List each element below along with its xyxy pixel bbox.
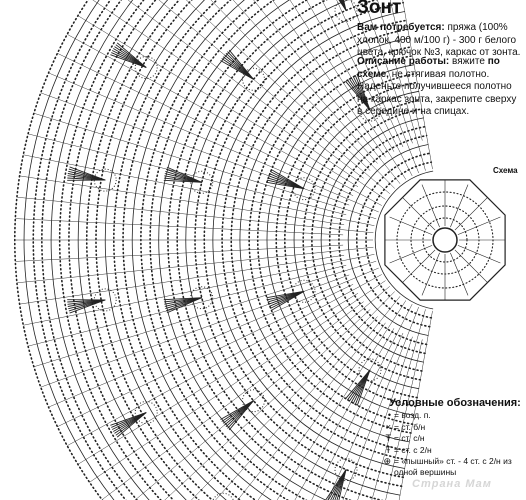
puff-stitch-icon: ⊕ xyxy=(383,456,391,466)
legend-item xyxy=(369,422,525,433)
materials-label: Вам потребуется: xyxy=(357,22,445,33)
stitch-row xyxy=(123,0,389,500)
treble-crochet-icon: Ŧ xyxy=(385,444,391,455)
stitch-column xyxy=(24,254,375,325)
schema-label: Схема xyxy=(493,166,518,175)
materials-paragraph xyxy=(357,22,523,60)
description-bold: по схеме, xyxy=(357,56,500,80)
legend-item xyxy=(369,445,525,456)
legend-text: = «пышный» ст. - 4 ст. с 2/н из одной вершины xyxy=(394,456,512,477)
center-spoke xyxy=(455,250,488,283)
center-spoke xyxy=(458,245,501,263)
description-text-1: вяжите xyxy=(449,56,488,67)
chain-dot-icon: • xyxy=(387,410,391,420)
stitch-column xyxy=(49,73,379,212)
legend-item xyxy=(369,410,525,421)
stitch-row xyxy=(24,0,372,500)
fan-loop xyxy=(212,493,234,500)
stitch-column xyxy=(16,219,344,235)
center-spoke xyxy=(390,217,433,235)
legend-text: = ст. б/н xyxy=(394,421,426,432)
center-spoke xyxy=(455,198,488,231)
legend-text: = ст. с/н xyxy=(394,433,425,443)
fan-stitch xyxy=(229,50,253,79)
stitch-column xyxy=(16,245,344,261)
legend-title: Условные обозначения: xyxy=(389,397,521,409)
center-spoke xyxy=(450,253,468,296)
center-spoke xyxy=(403,250,436,283)
watermark: Страна Мам xyxy=(412,478,492,490)
legend-text: = ст. с 2/н xyxy=(394,444,432,455)
stitch-column xyxy=(90,281,386,483)
legend-text: = возд. п. xyxy=(394,410,431,420)
center-ring xyxy=(433,228,457,252)
diagram-center xyxy=(385,180,505,300)
materials-text: пряжа (100% хлопок, 400 м/100 г) - 300 г белого цвета, крючок №3, каркас от зонта. xyxy=(357,22,521,58)
page-title: Зонт xyxy=(357,0,402,18)
center-spoke xyxy=(422,253,440,296)
description-text-2: не стягивая полотно. Наденьте получившееся полотно на каркас зонта, закрепите сверху в середине и на спицах. xyxy=(357,68,517,117)
legend-item xyxy=(369,433,525,444)
center-spoke xyxy=(450,185,468,228)
legend-item xyxy=(369,456,525,477)
fan-stitch xyxy=(110,413,146,426)
center-spoke xyxy=(403,198,436,231)
stitch-row xyxy=(42,0,375,500)
center-spoke xyxy=(458,217,501,235)
single-crochet-icon: × xyxy=(385,421,391,432)
legend xyxy=(369,410,525,478)
description-paragraph xyxy=(357,56,523,119)
center-spoke xyxy=(422,185,440,228)
center-spoke xyxy=(390,245,433,263)
stitch-row xyxy=(51,0,377,500)
description-label: Описание работы: xyxy=(357,56,450,67)
double-crochet-icon: Ŧ xyxy=(385,433,391,443)
stitch-row xyxy=(78,0,381,500)
stitch-row xyxy=(141,0,392,500)
